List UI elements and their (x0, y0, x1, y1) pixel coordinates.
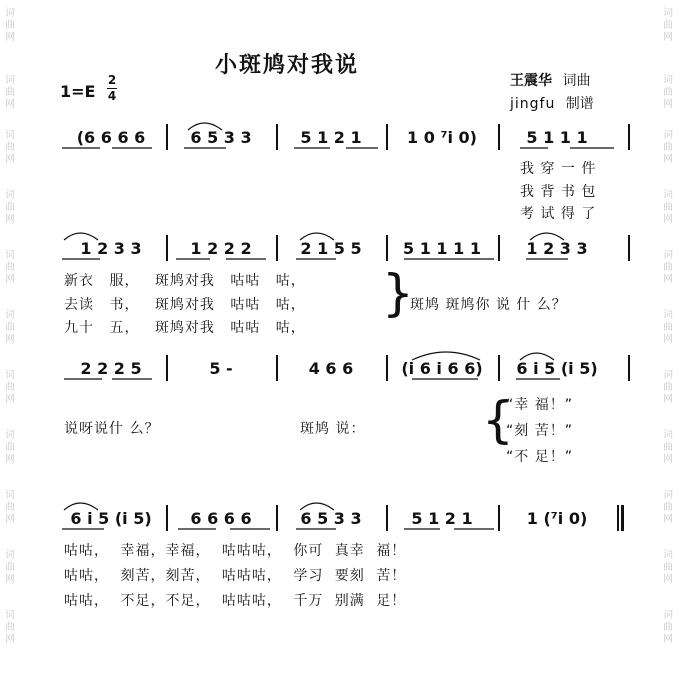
measure: 5 1 1 1 (526, 127, 588, 147)
watermark-right-10: 词曲网 (663, 550, 673, 585)
lyric-line: 新衣 服， 斑鸠对我 咕咕 咕， (64, 273, 306, 289)
measure: 1 2 2 2 (190, 238, 252, 258)
option-line: “幸 福！” (506, 397, 573, 413)
lyric-line: 咕咕， 刻苦，刻苦， 咕咕咕， 学习 要刻 苦！ (64, 568, 407, 584)
lyric-line: 咕咕， 不足，不足， 咕咕咕， 千万 别满 足！ (64, 593, 407, 609)
option-line: “不 足！” (506, 449, 573, 465)
options-brace: { (482, 391, 514, 449)
measure: 6 5 3 3 (300, 508, 362, 528)
lyric-line-shared: 斑鸠 斑鸠你 说 什 么？ (410, 297, 567, 313)
measure: 6 5 3 3 (190, 127, 252, 147)
measure: 6 i 5 (i 5) (70, 508, 152, 528)
watermark-right-1: 词曲网 (663, 8, 673, 43)
watermark-left-1: 词曲网 (5, 8, 15, 43)
watermark-left-5: 词曲网 (5, 250, 15, 285)
watermark-left-4: 词曲网 (5, 190, 15, 225)
watermark-right-3: 词曲网 (663, 130, 673, 165)
measure: 5 1 1 1 1 (403, 238, 481, 258)
slur-mark (520, 353, 554, 360)
measure: (i 6 i 6 6) (401, 358, 483, 378)
slur-mark (188, 123, 222, 130)
lyric-line: 考 试 得 了 (520, 206, 597, 222)
watermark-right-9: 词曲网 (663, 490, 673, 525)
measure: 6 6 6 6 (190, 508, 252, 528)
slur-mark (300, 233, 334, 240)
lyric-line: 去读 书， 斑鸠对我 咕咕 咕， (64, 297, 306, 313)
measure: 5 1 2 1 (300, 127, 362, 147)
credit-name: 王震华 (510, 73, 552, 89)
watermark-right-8: 词曲网 (663, 430, 673, 465)
credit-name: jingfu (510, 96, 556, 112)
watermark-left-8: 词曲网 (5, 430, 15, 465)
watermark-right-11: 词曲网 (663, 610, 673, 645)
watermark-right-7: 词曲网 (663, 370, 673, 405)
meter-top: 2 (107, 73, 117, 87)
watermark-left-9: 词曲网 (5, 490, 15, 525)
measure: 1 2 3 3 (80, 238, 142, 258)
measure: 2 1 5 5 (300, 238, 362, 258)
measure: 5 - (209, 358, 233, 378)
option-line: “刻 苦！” (506, 423, 573, 439)
watermark-right-2: 词曲网 (663, 75, 673, 110)
meter-bottom: 4 (107, 89, 117, 103)
measure: 2 2 2 5 (80, 358, 142, 378)
measure: 1 2 3 3 (526, 238, 588, 258)
measure: 4 6 6 (308, 358, 354, 378)
watermark-right-4: 词曲网 (663, 190, 673, 225)
watermark-right-6: 词曲网 (663, 310, 673, 345)
credit-role: 制谱 (565, 96, 594, 112)
measure: (6 6 6 6 (76, 127, 146, 147)
lyric-line: 说呀说什 么？ (64, 421, 160, 437)
watermark-left-11: 词曲网 (5, 610, 15, 645)
measure: 6 i 5 (i 5) (516, 358, 598, 378)
watermark-left-10: 词曲网 (5, 550, 15, 585)
slur-mark (530, 233, 564, 240)
measure: 5 1 2 1 (411, 508, 473, 528)
slur-mark (300, 503, 334, 510)
song-title: 小斑鸠对我说 (215, 53, 360, 78)
lyric-line: 咕咕， 幸福，幸福， 咕咕咕， 你可 真幸 福！ (64, 543, 407, 559)
watermark-left-3: 词曲网 (5, 130, 15, 165)
key-signature: 1=E (60, 82, 96, 101)
lyric-line: 我 穿 一 件 (520, 161, 597, 177)
watermark-left-2: 词曲网 (5, 75, 15, 110)
repeat-brace: } (382, 264, 414, 322)
watermark-right-5: 词曲网 (663, 250, 673, 285)
credit-role: 词曲 (562, 73, 591, 89)
watermark-left-6: 词曲网 (5, 310, 15, 345)
slur-mark (64, 503, 98, 510)
lyric-line: 我 背 书 包 (520, 184, 597, 200)
slur-mark (64, 233, 98, 240)
measure: 1 0 ⁷i 0) (407, 127, 477, 147)
measure: 1 (⁷i 0) (526, 508, 588, 528)
slur-mark (412, 352, 480, 360)
lyric-line: 斑鸠 说： (300, 421, 366, 437)
watermark-left-7: 词曲网 (5, 370, 15, 405)
lyric-line: 九十 五， 斑鸠对我 咕咕 咕， (64, 320, 306, 336)
